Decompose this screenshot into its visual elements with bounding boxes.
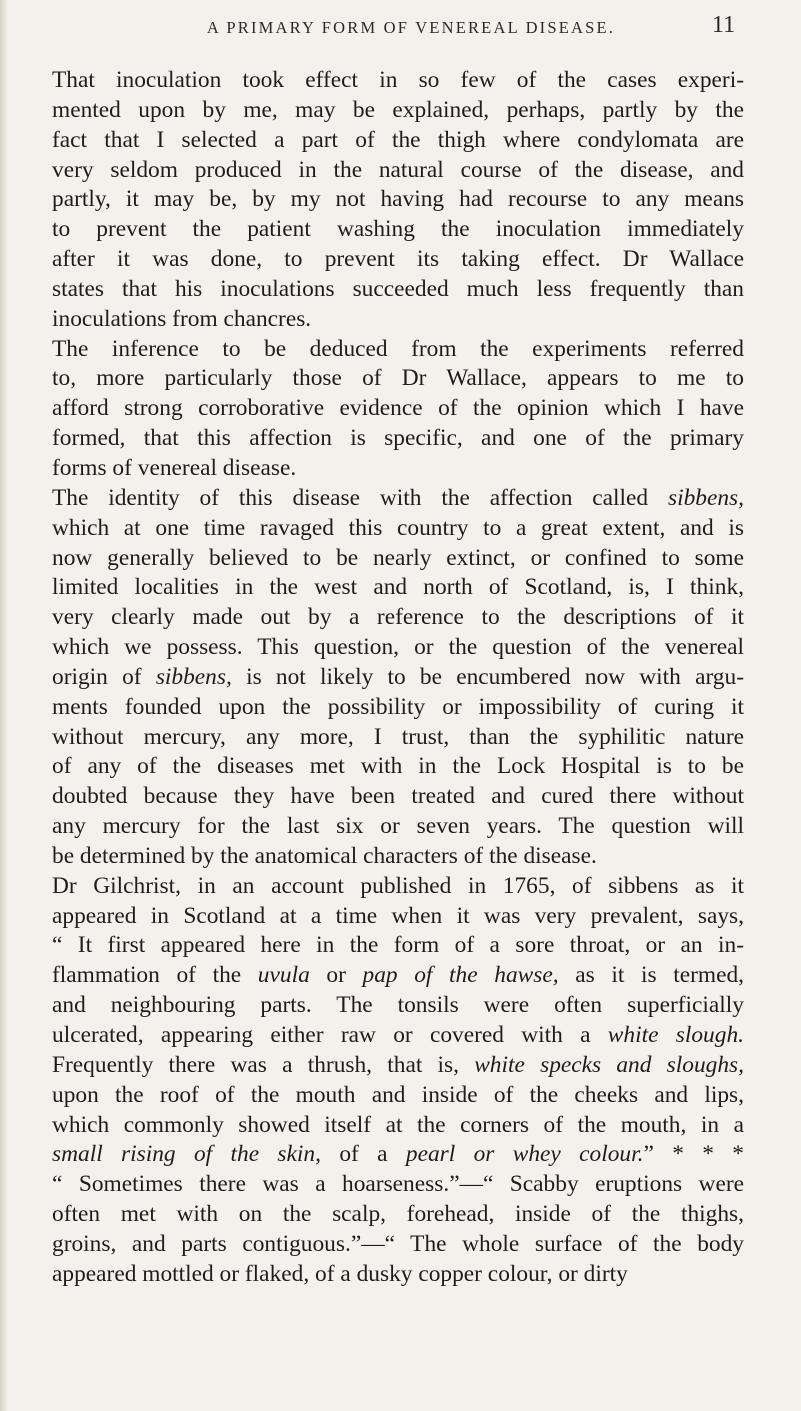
text-run: flammation of the (52, 962, 258, 989)
text-line (52, 394, 744, 424)
text-run: upon the roof of the mouth and inside of the cheeks and lips, (52, 1081, 744, 1108)
text-line (52, 1051, 744, 1081)
text-line (52, 991, 744, 1021)
text-line (52, 126, 744, 156)
text-line (52, 424, 744, 454)
text-run: as it is termed, (558, 962, 744, 989)
text-run: partly, it may be, by my not having had recourse to any means (52, 186, 744, 213)
text-run: The identity of this disease with the affection called (52, 484, 668, 511)
text-run: without mercury, any more, I trust, than the syphilitic nature (52, 723, 744, 750)
text-line (52, 245, 744, 275)
text-line (52, 1260, 744, 1290)
text-run: Frequently there was a thrush, that is, (52, 1051, 475, 1078)
italic-text: white specks and sloughs, (474, 1051, 744, 1078)
text-line (52, 603, 744, 633)
text-line (52, 364, 744, 394)
text-line (52, 723, 744, 753)
text-run: origin of (52, 663, 156, 690)
italic-text: small rising of the skin, (52, 1141, 321, 1168)
text-run: and neighbouring parts. The tonsils were often superficially (52, 992, 744, 1019)
text-line (52, 335, 744, 365)
text-run: “ It first appeared here in the form of a sore throat, or an in- (52, 932, 744, 959)
text-run: mented upon by me, may be explained, perhaps, partly by the (52, 96, 744, 123)
text-line (52, 812, 744, 842)
text-line (52, 752, 744, 782)
text-line (52, 663, 744, 693)
text-line (52, 902, 744, 932)
text-line (52, 782, 744, 812)
text-line (52, 931, 744, 961)
text-run: groins, and parts contiguous.”—“ The whole surface of the body (52, 1230, 744, 1257)
text-line (52, 305, 744, 335)
text-run: states that his inoculations succeeded much less frequently than (52, 275, 744, 302)
text-run: of a (320, 1141, 406, 1168)
text-line (52, 1021, 744, 1051)
text-run: to prevent the patient washing the inoculation immediately (52, 216, 744, 243)
italic-text: pearl or whey colour. (405, 1141, 644, 1168)
text-run: ” * * * (643, 1141, 744, 1168)
text-run: which commonly showed itself at the corners of the mouth, in a (52, 1111, 744, 1138)
text-run: appeared in Scotland at a time when it was very prevalent, says, (52, 902, 744, 929)
running-head: A PRIMARY FORM OF VENEREAL DISEASE. (206, 18, 616, 37)
text-line (52, 1230, 744, 1260)
text-run: of any of the diseases met with in the Lock Hospital is to be (52, 753, 744, 780)
text-run: is not likely to be encumbered now with argu- (231, 663, 744, 690)
text-run: after it was done, to prevent its taking effect. Dr Wallace (52, 246, 744, 273)
text-run: ments founded upon the possibility or impossibility of curing it (52, 693, 744, 720)
text-run: now generally believed to be nearly extinct, or confined to some (52, 544, 744, 571)
text-line (52, 514, 744, 544)
italic-text: sibbens, (667, 484, 744, 511)
text-line (52, 872, 744, 902)
text-line (52, 215, 744, 245)
text-line (52, 66, 744, 96)
text-run: to, more particularly those of Dr Wallace, appears to me to (52, 365, 744, 392)
text-run: doubted because they have been treated and cured there without (52, 783, 744, 810)
text-run: appeared mottled or flaked, of a dusky copper colour, or dirty (52, 1260, 628, 1287)
text-run: fact that I selected a part of the thigh where condylomata are (52, 126, 744, 153)
text-run: The inference to be deduced from the experiments referred (52, 335, 744, 362)
text-run: afford strong corroborative evidence of the opinion which I have (52, 395, 744, 422)
text-line (52, 156, 744, 186)
text-line (52, 544, 744, 574)
text-run: often met with on the scalp, forehead, inside of the thighs, (52, 1201, 744, 1228)
italic-text: uvula (257, 962, 310, 989)
text-run: forms of venereal disease. (52, 454, 297, 481)
text-line (52, 1170, 744, 1200)
text-line (52, 185, 744, 215)
text-run: very seldom produced in the natural course of the disease, and (52, 156, 744, 183)
text-run: That inoculation took effect in so few of the cases experi- (52, 67, 744, 93)
text-line (52, 1111, 744, 1141)
text-run: Dr Gilchrist, in an account published in 1765, of sibbens as it (52, 872, 744, 899)
italic-text: white slough. (607, 1022, 744, 1048)
text-line (52, 633, 744, 663)
text-line (52, 693, 744, 723)
text-line (52, 1081, 744, 1111)
text-run: formed, that this affection is specific, and one of the primary (52, 425, 744, 452)
text-run: or (309, 962, 363, 989)
text-run: inoculations from chancres. (52, 305, 312, 332)
text-run: any mercury for the last six or seven years. The question will (52, 813, 744, 840)
page-edge-shadow (0, 0, 8, 1411)
text-line (52, 96, 744, 126)
text-run: ulcerated, appearing either raw or covered with a (52, 1022, 608, 1048)
text-run: which at one time ravaged this country to a great extent, and is (52, 514, 744, 541)
italic-text: sibbens, (155, 663, 232, 690)
text-run: which we possess. This question, or the question of the venereal (52, 634, 744, 661)
text-run: limited localities in the west and north of Scotland, is, I think, (52, 574, 744, 601)
text-line (52, 1200, 744, 1230)
text-line (52, 573, 744, 603)
text-line (52, 484, 744, 514)
italic-text: pap of the hawse, (362, 962, 559, 989)
body-text (52, 66, 744, 1290)
text-line (52, 961, 744, 991)
text-run: be determined by the anatomical characters of the disease. (52, 842, 597, 869)
text-run: very clearly made out by a reference to the descriptions of it (52, 604, 744, 631)
text-run: “ Sometimes there was a hoarseness.”—“ Scabby eruptions were (52, 1171, 744, 1198)
page-number: 11 (712, 12, 736, 38)
text-line (52, 842, 744, 872)
text-line (52, 1140, 744, 1170)
text-line (52, 454, 744, 484)
text-line (52, 275, 744, 305)
